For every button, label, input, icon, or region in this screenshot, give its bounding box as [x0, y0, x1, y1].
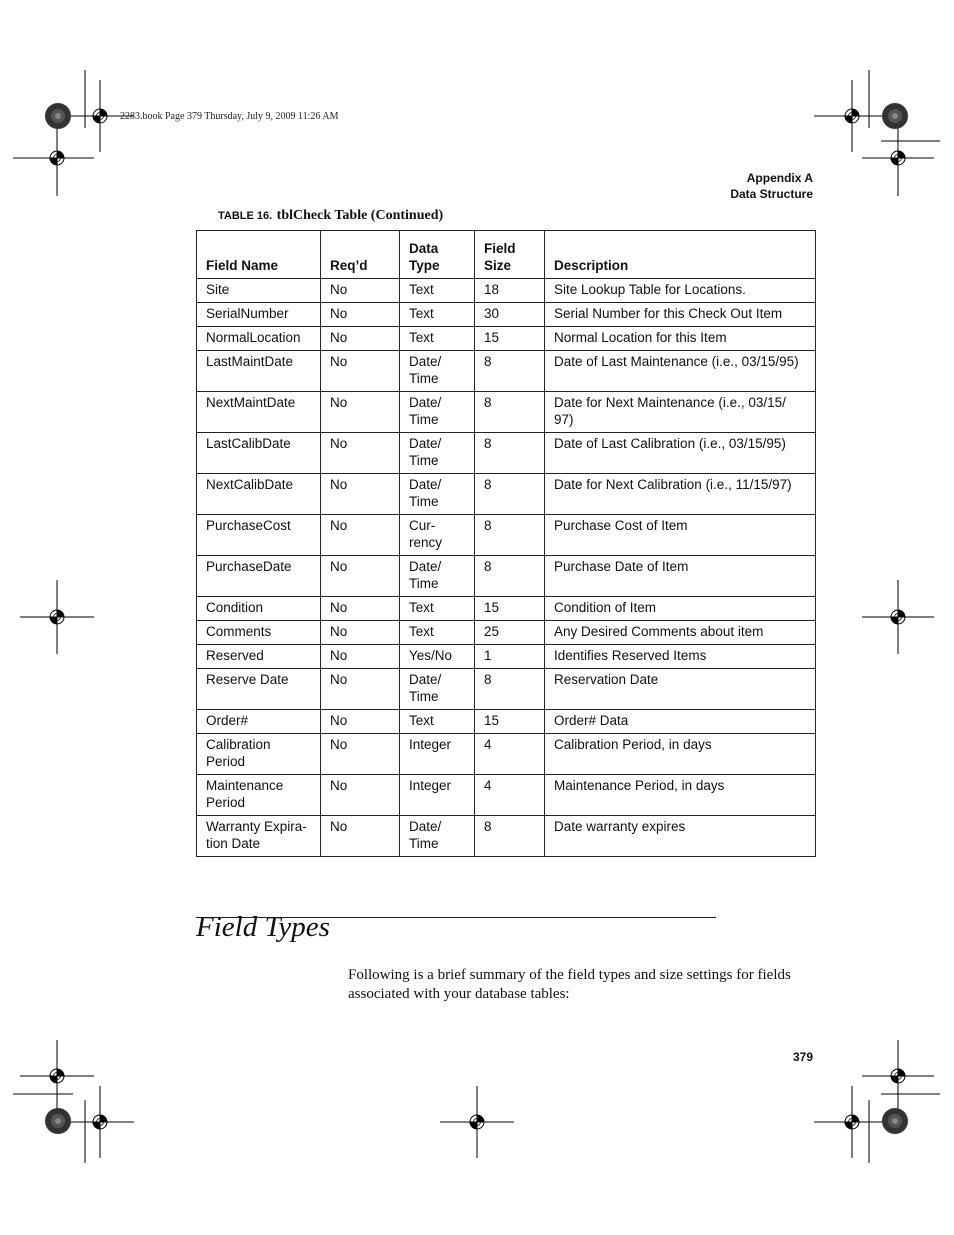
cell-description: Condition of Item — [545, 597, 816, 621]
cell-description: Any Desired Comments about item — [545, 621, 816, 645]
table-caption-title: tblCheck Table (Continued) — [276, 208, 444, 223]
cell-reqd: No — [321, 515, 400, 556]
table-row — [197, 734, 816, 775]
cell-description: Date for Next Calibration (i.e., 11/15/97) — [545, 474, 816, 515]
running-header-appendix: Appendix A — [746, 171, 813, 185]
running-header-section: Data Structure — [730, 187, 813, 201]
cell-data-type: Text — [400, 710, 475, 734]
table-row — [197, 816, 816, 857]
table-row — [197, 303, 816, 327]
cell-field-size: 1 — [475, 645, 545, 669]
cell-description: Order# Data — [545, 710, 816, 734]
cell-field-size: 8 — [475, 556, 545, 597]
cell-field-size: 8 — [475, 816, 545, 857]
table-row — [197, 775, 816, 816]
section-title: Field Types — [196, 911, 330, 943]
header-field-name: Field Name — [197, 231, 321, 279]
cell-description: Serial Number for this Check Out Item — [545, 303, 816, 327]
cell-data-type: Date/ Time — [400, 351, 475, 392]
cell-description: Calibration Period, in days — [545, 734, 816, 775]
table-header-row — [197, 231, 816, 279]
cell-reqd: No — [321, 474, 400, 515]
cell-description: Purchase Cost of Item — [545, 515, 816, 556]
table-caption — [218, 206, 443, 224]
cell-description: Site Lookup Table for Locations. — [545, 279, 816, 303]
cell-reqd: No — [321, 351, 400, 392]
cell-field-name: Reserve Date — [197, 669, 321, 710]
cell-description: Date of Last Calibration (i.e., 03/15/95) — [545, 433, 816, 474]
cell-reqd: No — [321, 710, 400, 734]
cell-field-size: 30 — [475, 303, 545, 327]
cell-field-size: 8 — [475, 392, 545, 433]
cell-description: Date warranty expires — [545, 816, 816, 857]
table-row — [197, 621, 816, 645]
cell-data-type: Cur- rency — [400, 515, 475, 556]
cell-data-type: Integer — [400, 734, 475, 775]
cell-description: Date for Next Maintenance (i.e., 03/15/ 97) — [545, 392, 816, 433]
table-row — [197, 597, 816, 621]
cell-reqd: No — [321, 621, 400, 645]
table-row — [197, 433, 816, 474]
table-row — [197, 279, 816, 303]
cell-reqd: No — [321, 669, 400, 710]
cell-field-size: 4 — [475, 734, 545, 775]
cell-field-name: Calibration Period — [197, 734, 321, 775]
tblcheck-table — [196, 230, 816, 857]
cell-field-size: 15 — [475, 710, 545, 734]
cell-data-type: Date/ Time — [400, 392, 475, 433]
table-row — [197, 327, 816, 351]
cell-description: Identifies Reserved Items — [545, 645, 816, 669]
cell-data-type: Text — [400, 327, 475, 351]
cell-data-type: Text — [400, 303, 475, 327]
cell-field-size: 18 — [475, 279, 545, 303]
cell-field-name: Site — [197, 279, 321, 303]
cell-data-type: Text — [400, 597, 475, 621]
cell-field-name: NormalLocation — [197, 327, 321, 351]
cell-reqd: No — [321, 775, 400, 816]
cell-reqd: No — [321, 816, 400, 857]
cell-data-type: Date/ Time — [400, 816, 475, 857]
cell-reqd: No — [321, 392, 400, 433]
cell-reqd: No — [321, 327, 400, 351]
table-row — [197, 710, 816, 734]
cell-data-type: Text — [400, 279, 475, 303]
header-field-size: Field Size — [475, 231, 545, 279]
cell-data-type: Date/ Time — [400, 556, 475, 597]
header-data-type: Data Type — [400, 231, 475, 279]
cell-field-name: PurchaseCost — [197, 515, 321, 556]
cell-field-size: 25 — [475, 621, 545, 645]
cell-description: Purchase Date of Item — [545, 556, 816, 597]
print-slug-line: 2283.book Page 379 Thursday, July 9, 2009 11:26 AM — [120, 111, 339, 122]
cell-field-name: LastCalibDate — [197, 433, 321, 474]
cell-description: Date of Last Maintenance (i.e., 03/15/95) — [545, 351, 816, 392]
cell-field-name: Warranty Expira- tion Date — [197, 816, 321, 857]
header-description: Description — [545, 231, 816, 279]
cell-description: Maintenance Period, in days — [545, 775, 816, 816]
header-reqd: Req’d — [321, 231, 400, 279]
cell-description: Reservation Date — [545, 669, 816, 710]
cell-description: Normal Location for this Item — [545, 327, 816, 351]
cell-reqd: No — [321, 303, 400, 327]
cell-data-type: Text — [400, 621, 475, 645]
cell-field-name: SerialNumber — [197, 303, 321, 327]
cell-field-size: 4 — [475, 775, 545, 816]
page-number: 379 — [792, 1050, 813, 1064]
cell-data-type: Date/ Time — [400, 669, 475, 710]
cell-field-name: Condition — [197, 597, 321, 621]
table-row — [197, 669, 816, 710]
cell-reqd: No — [321, 279, 400, 303]
cell-field-name: Reserved — [197, 645, 321, 669]
table-row — [197, 515, 816, 556]
cell-reqd: No — [321, 433, 400, 474]
table-row — [197, 556, 816, 597]
table-row — [197, 474, 816, 515]
cell-field-name: NextCalibDate — [197, 474, 321, 515]
table-row — [197, 392, 816, 433]
table-row — [197, 645, 816, 669]
cell-field-size: 8 — [475, 669, 545, 710]
cell-field-size: 8 — [475, 515, 545, 556]
cell-data-type: Integer — [400, 775, 475, 816]
cell-data-type: Date/ Time — [400, 433, 475, 474]
cell-reqd: No — [321, 597, 400, 621]
table-caption-label: TABLE 16. — [218, 210, 273, 222]
cell-field-name: Comments — [197, 621, 321, 645]
cell-field-size: 15 — [475, 597, 545, 621]
cell-field-size: 8 — [475, 474, 545, 515]
cell-data-type: Yes/No — [400, 645, 475, 669]
cell-field-name: NextMaintDate — [197, 392, 321, 433]
section-body-paragraph: Following is a brief summary of the field types and size settings for fields associated with your database tables: — [348, 967, 791, 1002]
cell-field-size: 8 — [475, 433, 545, 474]
cell-data-type: Date/ Time — [400, 474, 475, 515]
table-row — [197, 351, 816, 392]
cell-field-name: Order# — [197, 710, 321, 734]
cell-reqd: No — [321, 645, 400, 669]
cell-reqd: No — [321, 734, 400, 775]
cell-field-name: PurchaseDate — [197, 556, 321, 597]
cell-field-size: 15 — [475, 327, 545, 351]
cell-field-name: LastMaintDate — [197, 351, 321, 392]
cell-field-size: 8 — [475, 351, 545, 392]
cell-reqd: No — [321, 556, 400, 597]
cell-field-name: Maintenance Period — [197, 775, 321, 816]
